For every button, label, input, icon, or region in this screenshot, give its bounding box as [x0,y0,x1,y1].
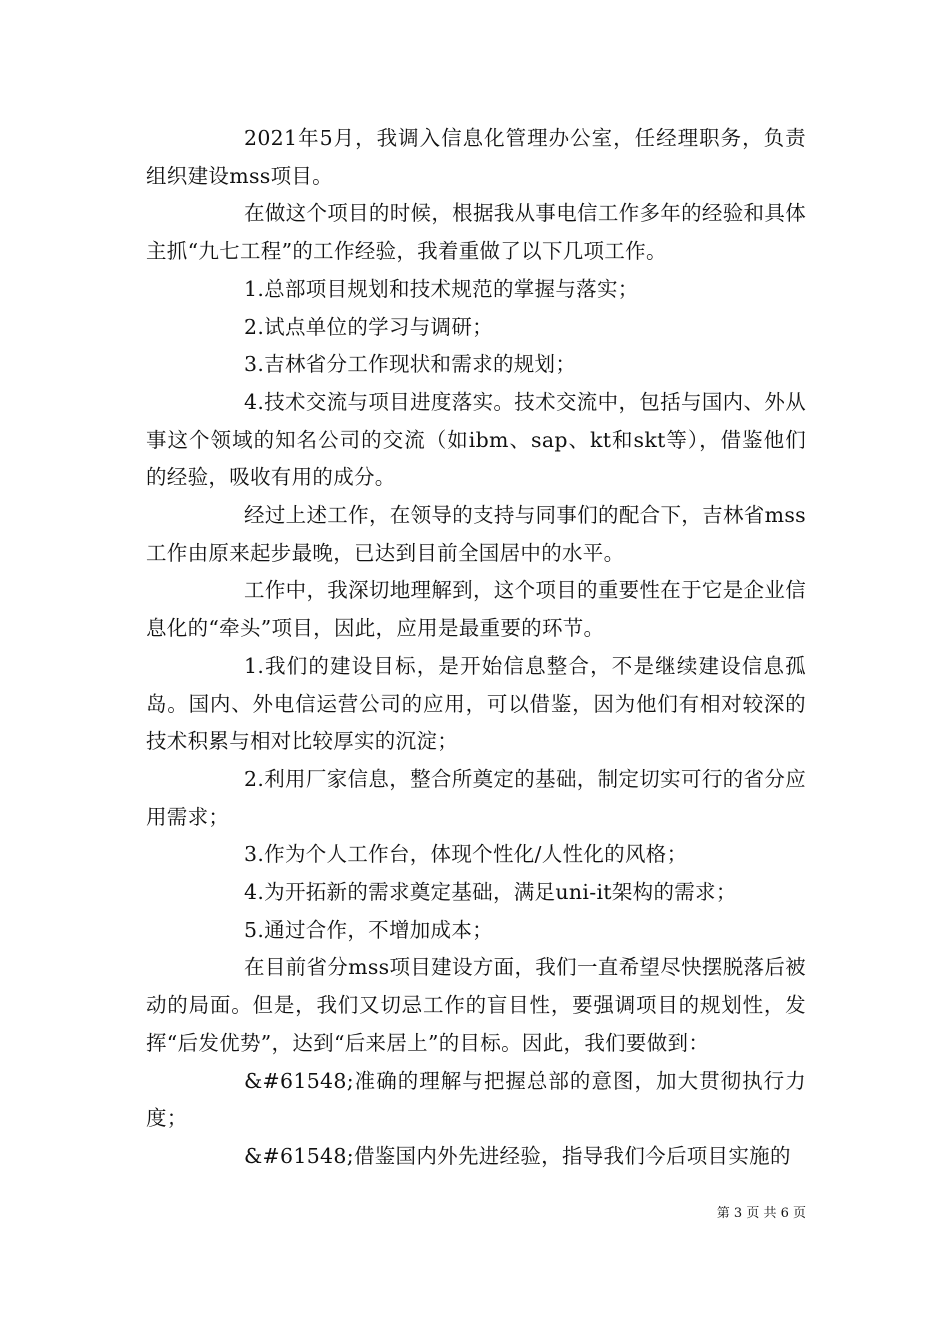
paragraph-14: 在目前省分mss项目建设方面，我们一直希望尽快摆脱落后被动的局面。但是，我们又切忌工作的盲目性，要强调项目的规划性，发挥“后发优势”，达到“后来居上”的目标。因此，我们要做到： [146,955,806,1055]
paragraph-4: 2.试点单位的学习与调研； [244,314,493,339]
page-number-footer: 第 3 页 共 6 页 [716,1206,806,1221]
paragraph-8: 工作中，我深切地理解到，这个项目的重要性在于它是企业信息化的“牵头”项目，因此，应用是最重要的环节。 [146,578,806,641]
paragraph-5: 3.吉林省分工作现状和需求的规划； [244,352,577,377]
paragraph-7: 经过上述工作，在领导的支持与同事们的配合下，吉林省mss工作由原来起步最晚，已达到目前全国居中的水平。 [146,503,806,565]
paragraph-2: 在做这个项目的时候，根据我从事电信工作多年的经验和具体主抓“九七工程”的工作经验，我着重做了以下几项工作。 [146,201,806,264]
paragraph-15: &#61548;准确的理解与把握总部的意图，加大贯彻执行力度； [146,1068,806,1131]
paragraph-10: 2.利用厂家信息，整合所奠定的基础，制定切实可行的省分应用需求； [146,766,806,829]
document-body [146,120,806,1176]
paragraph-9: 1.我们的建设目标，是开始信息整合，不是继续建设信息孤岛。国内、外电信运营公司的应用，可以借鉴，因为他们有相对较深的技术积累与相对比较厚实的沉淀； [146,653,806,754]
paragraph-3: 1.总部项目规划和技术规范的掌握与落实； [244,276,639,301]
paragraph-16: &#61548;借鉴国内外先进经验，指导我们今后项目实施的 [244,1143,791,1168]
paragraph-13: 5.通过合作，不增加成本； [244,917,493,942]
paragraph-11: 3.作为个人工作台，体现个性化/人性化的风格； [244,842,688,867]
paragraph-12: 4.为开拓新的需求奠定基础，满足uni-it架构的需求； [244,880,737,905]
paragraph-6: 4.技术交流与项目进度落实。技术交流中，包括与国内、外从事这个领域的知名公司的交流（如ibm、sap、kt和skt等），借鉴他们的经验，吸收有用的成分。 [146,389,806,490]
paragraph-1: 2021年5月，我调入信息化管理办公室，任经理职务，负责组织建设mss项目。 [146,126,806,188]
